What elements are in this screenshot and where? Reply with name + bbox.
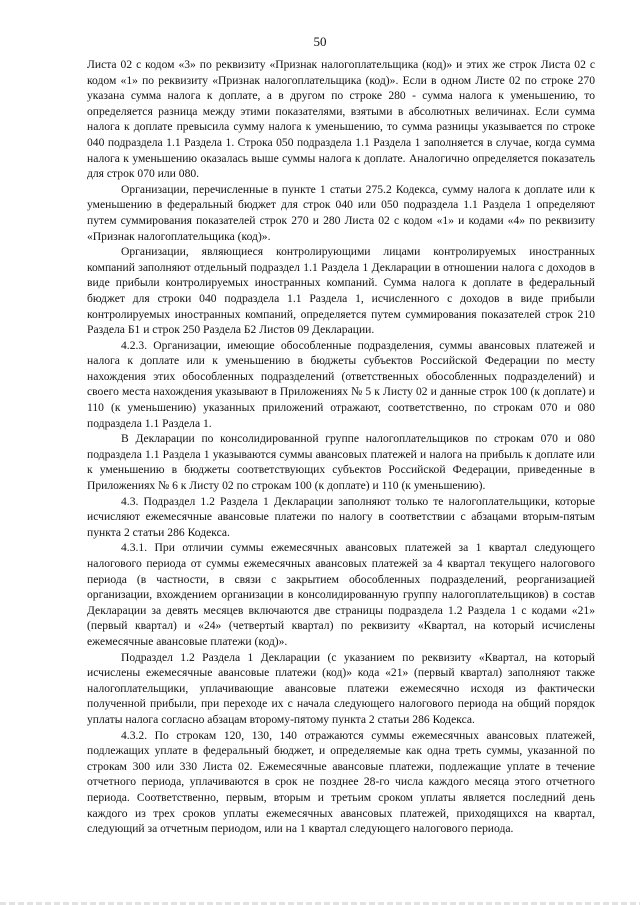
paragraph-consolidated-group: В Декларации по консолидированной группе налогоплательщиков по строкам 070 и 080 подраздела 1.1 Раздела 1 указываются суммы авансовых платежей и налога на прибыль к доплате или к уменьшению в бюджеты соответствующих субъектов Российской Федерации, приведенные в Приложениях № 6 к Листу 02 по строкам 100 (к доплате) и 110 (к уменьшению). xyxy=(87,432,595,493)
document-body xyxy=(87,57,595,837)
paragraph-4-3-1: 4.3.1. При отличии суммы ежемесячных авансовых платежей за 1 квартал следующего налогового периода от суммы ежемесячных авансовых платежей за 4 квартал текущего налогового периода (в частности, в связи с закрытием обособленных подразделений, реорганизацией организации, вхождением организации в консолидированную группу налогоплательщиков) в состав Декларации за девять месяцев включаются две страницы подраздела 1.2 Раздела 1 с кодами «21» (первый квартал) и «24» (четвертый квартал) по реквизиту «Квартал, на который исчислены ежемесячные авансовые платежи (код)». xyxy=(87,541,595,648)
paragraph-organizations-275-2: Организации, перечисленные в пункте 1 статьи 275.2 Кодекса, сумму налога к доплате или к уменьшению в федеральный бюджет для строк 040 или 050 подраздела 1.1 Раздела 1 определяют путем суммирования показателей строк 270 и 280 Листа 02 с кодом «1» и кодами «4» по реквизиту «Признак налогоплательщика (код)». xyxy=(87,182,595,243)
paragraph-4-3: 4.3. Подраздел 1.2 Раздела 1 Декларации заполняют только те налогоплательщики, которые исчисляют ежемесячные авансовые платежи по налогу в соответствии с абзацами вторым-пятым пункта 2 статьи 286 Кодекса. xyxy=(87,494,595,539)
paragraph-controlling-persons: Организации, являющиеся контролирующими лицами контролируемых иностранных компаний заполняют отдельный подраздел 1.1 Раздела 1 Декларации в отношении налога с доходов в виде прибыли контролируемых иностранных компаний. Сумма налога к доплате в федеральный бюджет для строки 040 подраздела 1.1 Раздела 1, исчисленного с доходов в виде прибыли контролируемых иностранных компаний, определяется путем суммирования показателей строк 210 Раздела Б1 и строк 250 Раздела Б2 Листов 09 Декларации. xyxy=(87,245,595,337)
page-number: 50 xyxy=(313,34,327,49)
paragraph-continuation: Листа 02 с кодом «3» по реквизиту «Признак налогоплательщика (код)» и этих же строк Листа 02 с кодом «1» по реквизиту «Признак налогоплательщика (код)». Если в одном Листе 02 по строке 270 указана сумма налога к доплате, а в другом по строке 280 - сумма налога к уменьшению, то определяется разница между этими показателями, взятыми в абсолютных величинах. Если сумма налога к доплате превысила сумму налога к уменьшению, то сумма разницы указывается по строке 040 подраздела 1.1 Раздела 1. Строка 050 подраздела 1.1 Раздела 1 заполняется в случае, когда сумма налога к уменьшению оказалась выше суммы налога к доплате. Аналогично определяется показатель для строк 070 или 080. xyxy=(87,58,595,181)
paragraph-4-3-2: 4.3.2. По строкам 120, 130, 140 отражаются суммы ежемесячных авансовых платежей, подлежащих уплате в федеральный бюджет, и определяемые как одна треть суммы, указанной по строкам 300 или 330 Листа 02. Ежемесячные авансовые платежи, подлежащие уплате в течение отчетного периода, уплачиваются в срок не позднее 28-го числа каждого месяца этого отчетного периода. Соответственно, первым, вторым и третьим сроком уплаты является последний день каждого из трех сроков уплаты ежемесячных авансовых платежей, приходящихся на квартал, следующий за отчетным периодом, или на 1 квартал следующего налогового периода. xyxy=(87,728,595,836)
paragraph-subsection-1-2: Подраздел 1.2 Раздела 1 Декларации (с указанием по реквизиту «Квартал, на который исчислены ежемесячные авансовые платежи (код)» кода «21» (первый квартал) заполняют также налогоплательщики, уплачивающие авансовые платежи ежемесячно исходя из фактически полученной прибыли, при переходе их с начала следующего налогового периода на общий порядок уплаты налога согласно абзацам второму-пятому пункта 2 статьи 286 Кодекса. xyxy=(87,650,595,726)
paragraph-4-2-3: 4.2.3. Организации, имеющие обособленные подразделения, суммы авансовых платежей и налога к доплате или к уменьшению в бюджеты субъектов Российской Федерации по месту нахождения этих обособленных подразделений (ответственных обособленных подразделений) и своего места нахождения указывают в Приложениях № 5 к Листу 02 и данные строк 100 (к доплате) и 110 (к уменьшению) указанных приложений отражают, соответственно, по строкам 070 и 080 подраздела 1.1 Раздела 1. xyxy=(87,338,595,430)
